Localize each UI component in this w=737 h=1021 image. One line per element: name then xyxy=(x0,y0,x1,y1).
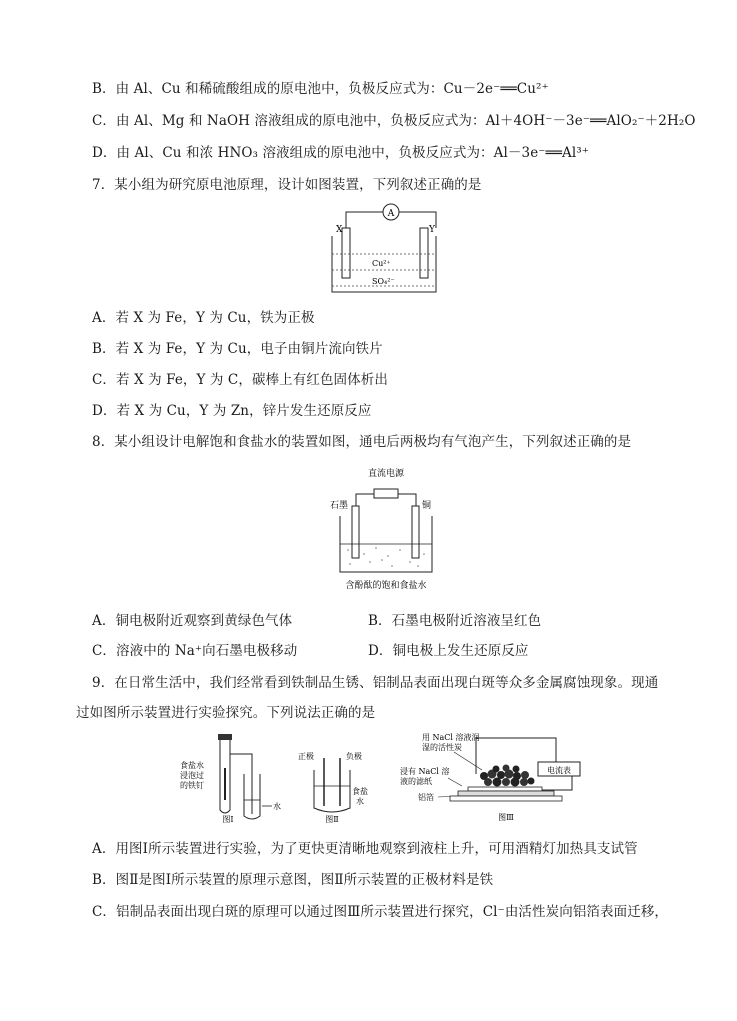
graphite-label: 石墨 xyxy=(330,501,349,511)
q9-stem-line1: 9．在日常生活中，我们经常看到铁制品生锈、铝制品表面出现白斑等众多金属腐蚀现象。现通 xyxy=(92,675,659,691)
prev-option-d: D．由 Al、Cu 和浓 HNO₃ 溶液组成的原电池中，负极反应式为：Al－3e⁻══Al³⁺ xyxy=(92,145,589,161)
fig2-positive-label: 正极 xyxy=(298,752,314,761)
copper-label: 铜 xyxy=(422,501,432,511)
fig3-ammeter-label: 电流表 xyxy=(547,766,571,775)
fig1-label-2: 浸泡过 xyxy=(180,771,204,780)
ammeter-label: A xyxy=(387,209,395,219)
electrode-y-label: Y xyxy=(429,225,435,235)
fig2-caption: 图Ⅱ xyxy=(325,815,339,824)
q7-option-c: C．若 X 为 Fe，Y 为 C，碳棒上有红色固体析出 xyxy=(92,372,388,388)
graphite-electrode xyxy=(352,506,359,558)
q8-stem: 8．某小组设计电解饱和食盐水的装置如图，通电后两极均有气泡产生，下列叙述正确的是 xyxy=(92,434,632,450)
q8-option-b: B．石墨电极附近溶液呈红色 xyxy=(368,613,542,629)
fig2-beaker xyxy=(314,770,350,812)
prev-option-b: B．由 Al、Cu 和稀硫酸组成的原电池中，负极反应式为：Cu－2e⁻══Cu²⁺ xyxy=(92,81,549,97)
q8-option-d: D．铜电极上发生还原反应 xyxy=(368,643,529,659)
q9-stem-line2: 过如图所示装置进行实验探究。下列说法正确的是 xyxy=(76,705,376,721)
fig2-salt-label-1: 食盐 xyxy=(352,787,368,796)
fig3-paper-label-1: 浸有 NaCl 溶 xyxy=(400,767,450,776)
ion-label-so4: SO₄²⁻ xyxy=(372,277,395,286)
activated-carbon-pile xyxy=(480,765,535,787)
power-label: 直流电源 xyxy=(367,469,405,479)
fig2-salt-label-2: 水 xyxy=(356,797,364,806)
q9-option-c: C．铝制品表面出现白斑的原理可以通过图Ⅲ所示装置进行探究，Cl⁻由活性炭向铝箔表面迁移， xyxy=(92,904,669,920)
fig3-filter-paper xyxy=(468,787,542,791)
q9-option-b: B．图Ⅱ是图Ⅰ所示装置的原理示意图，图Ⅱ所示装置的正极材料是铁 xyxy=(92,872,494,888)
electrode-x-label: X xyxy=(336,225,343,235)
stopper xyxy=(218,734,232,740)
q9-figure-3 xyxy=(396,730,586,824)
fig3-paper-label-2: 液的滤纸 xyxy=(400,777,432,786)
power-source-icon xyxy=(374,489,398,498)
copper-electrode xyxy=(412,506,419,558)
fig1-label-1: 食盐水 xyxy=(180,761,204,770)
fig2-negative-label: 负极 xyxy=(346,752,362,761)
q8-option-c: C．溶液中的 Na⁺向石墨电极移动 xyxy=(92,643,298,659)
q7-option-d: D．若 X 为 Cu，Y 为 Zn，锌片发生还原反应 xyxy=(92,403,372,419)
fig1-water-label: 水 xyxy=(273,802,281,811)
fig3-foil-label: 铝箔 xyxy=(418,793,434,802)
q9-figure-2 xyxy=(298,750,378,824)
fig3-carbon-label-2: 湿的活性炭 xyxy=(422,743,462,752)
q7-galvanic-cell-figure xyxy=(326,198,438,294)
fig3-carbon-label-1: 用 NaCl 溶液润 xyxy=(422,733,480,742)
q7-stem: 7．某小组为研究原电池原理，设计如图装置，下列叙述正确的是 xyxy=(92,177,482,193)
q7-option-a: A．若 X 为 Fe，Y 为 Cu，铁为正极 xyxy=(92,310,315,326)
fig1-label-3: 的铁钉 xyxy=(180,781,204,790)
q9-figure-1 xyxy=(180,728,288,824)
electrode-x xyxy=(342,228,350,278)
fig3-caption: 图Ⅲ xyxy=(498,813,514,822)
ion-label-cu: Cu²⁺ xyxy=(372,259,391,268)
fig3-aluminum-foil xyxy=(458,791,554,796)
solution-caption: 含酚酞的饱和食盐水 xyxy=(345,581,427,591)
q9-option-a: A．用图Ⅰ所示装置进行实验，为了更快更清晰地观察到液柱上升，可用酒精灯加热具支试管 xyxy=(92,841,638,857)
prev-option-c: C．由 Al、Mg 和 NaOH 溶液组成的原电池中，负极反应式为：Al＋4OH⁻－3e⁻══AlO₂⁻＋2H₂O xyxy=(92,113,696,129)
q8-option-a: A．铜电极附近观察到黄绿色气体 xyxy=(92,613,293,629)
q8-electrolysis-figure xyxy=(326,462,446,592)
electrode-y xyxy=(420,228,428,278)
fig1-caption: 图Ⅰ xyxy=(222,815,234,824)
q7-option-b: B．若 X 为 Fe，Y 为 Cu，电子由铜片流向铁片 xyxy=(92,341,383,357)
